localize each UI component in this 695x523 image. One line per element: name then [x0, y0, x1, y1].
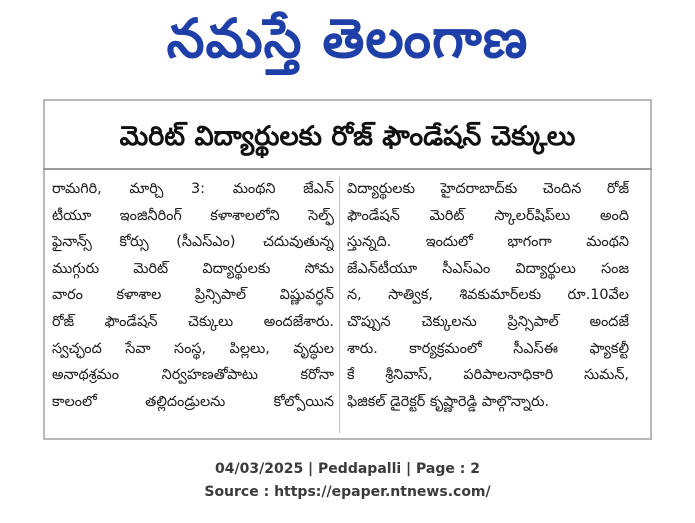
article-line: న, సాత్విక, శివకుమార్‌లకు రూ.10వేల — [347, 287, 629, 304]
headline-divider — [43, 168, 652, 170]
article-line: ఫైనాన్స్ కోర్సు (సీఎస్ఎం) చదువుతున్న — [52, 234, 334, 251]
article-line: రామగిరి, మార్చి 3: మంథని జేఎన్ — [52, 181, 334, 197]
article-line: ఫిజికల్ డైరెక్టర్ కృష్ణారెడ్డి పాల్గొన్నారు. — [347, 393, 550, 410]
article-line: విద్యార్థులకు హైదరాబాద్‌కు చెందిన రోజ్ — [347, 181, 629, 197]
article-line: శారు. కార్యక్రమంలో సీఎస్ఈ ఫ్యాకల్టీ — [347, 340, 629, 357]
article-line: కే శ్రీనివాస్, పరిపాలనాధికారి సుమన్, — [347, 367, 629, 384]
article-line: జేఎన్‌టీయూ సీఎస్ఎం విద్యార్థులు సంజ — [347, 260, 629, 277]
article-left-column — [52, 176, 334, 415]
article-line: రోజ్ ఫౌండేషన్ చెక్కులు అందజేశారు. — [52, 313, 334, 330]
column-divider — [339, 177, 340, 433]
article-right-column — [347, 176, 629, 415]
article-line: టీయూ ఇంజినీరింగ్ కళాశాలలోని సెల్ఫ్ — [52, 207, 334, 224]
article-line: చొప్పున చెక్కులను ప్రిన్సిపాల్ అందజే — [347, 313, 629, 330]
newspaper-masthead: నమస్తే తెలంగాణ — [166, 7, 529, 70]
article-line: అనాథశ్రమం నిర్వహణతోపాటు కరోనా — [52, 367, 334, 384]
article-line: స్తున్నది. ఇందులో భాగంగా మంథని — [347, 234, 629, 251]
article-line: కాలంలో తల్లిదండ్రులను కోల్పోయిన — [52, 393, 334, 410]
article-line: స్వచ్ఛంద సేవా సంస్థ, పిల్లలు, వృద్ధుల — [52, 340, 334, 357]
article-line: ముగ్గురు మెరిట్ విద్యార్థులకు సోమ — [52, 260, 334, 277]
article-line: వారం కళాశాల ప్రిన్సిపాల్ విష్ణువర్ధన్ — [52, 287, 334, 304]
source-link[interactable]: Source : https://epaper.ntnews.com/ — [204, 484, 491, 500]
article-line: ఫౌండేషన్ మెరిట్ స్కాలర్‌షిప్‌లు అంది — [347, 207, 629, 224]
edition-info: 04/03/2025 | Peddapalli | Page : 2 — [215, 461, 480, 477]
article-headline: మెరిట్ విద్యార్థులకు రోజ్ ఫౌండేషన్ చెక్కులు — [119, 121, 576, 152]
